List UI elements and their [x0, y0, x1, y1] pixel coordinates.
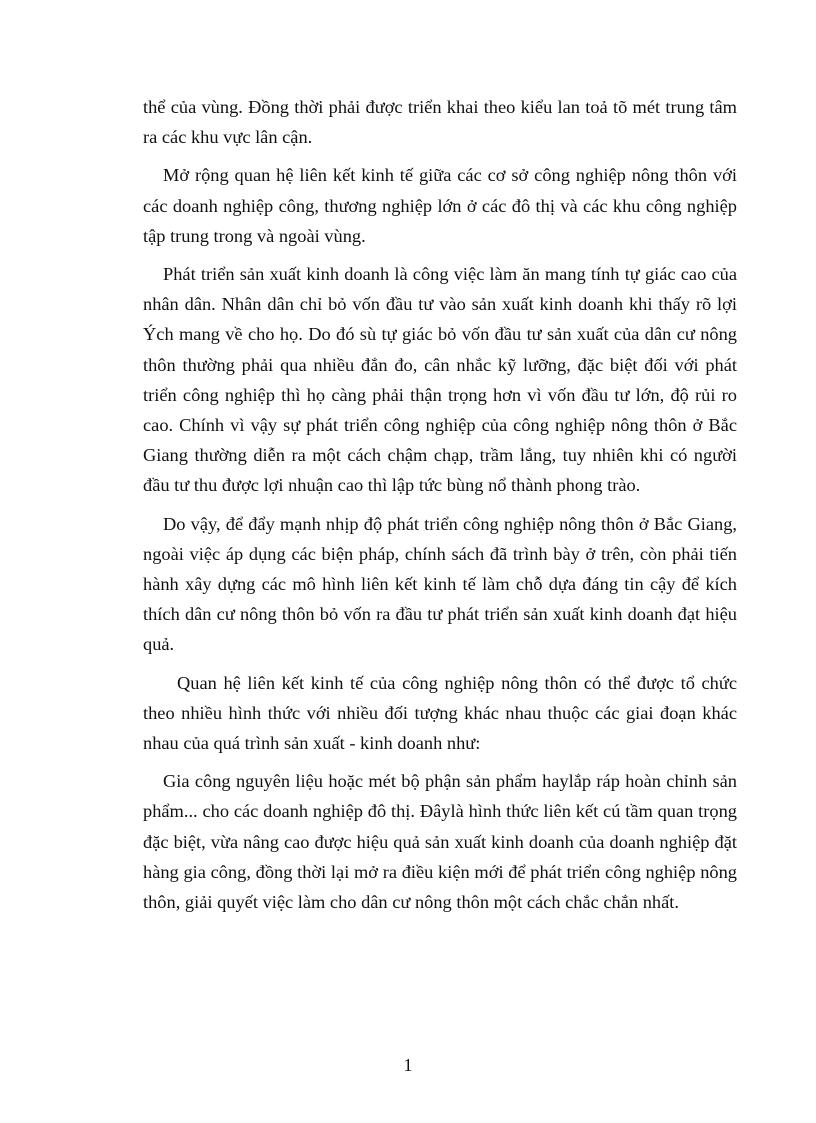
page-number: 1: [403, 1055, 413, 1075]
paragraph-6: Gia công nguyên liệu hoặc mét bộ phận sản phẩm haylắp ráp hoàn chỉnh sản phẩm... cho các doanh nghiệp đô thị. Đâylà hình thức liên kết cú tầm quan trọng đặc biệt, vừa nâng cao được hiệu quả sản xuất kinh doanh của doanh nghiệp đặt hàng gia công, đồng thời lại mở ra điều kiện mới để phát triển công nghiệp nông thôn, giải quyết việc làm cho dân cư nông thôn một cách chắc chắn nhất.: [143, 771, 737, 913]
document-body: [143, 92, 737, 917]
paragraph-5: Quan hệ liên kết kinh tế của công nghiệp nông thôn có thể được tổ chức theo nhiều hình thức với nhiều đối tượng khác nhau thuộc các giai đoạn khác nhau của quá trình sản xuất - kinh doanh như:: [143, 672, 737, 754]
paragraph-1: thể của vùng. Đồng thời phải được triển khai theo kiểu lan toả tõ mét trung tâm ra các khu vực lân cận.: [143, 97, 737, 148]
paragraph-4: Do vậy, để đẩy mạnh nhịp độ phát triển công nghiệp nông thôn ở Bắc Giang, ngoài việc áp dụng các biện pháp, chính sách đã trình bày ở trên, còn phải tiến hành xây dựng các mô hình liên kết kinh tế làm chỗ dựa đáng tin cậy để kích thích dân cư nông thôn bỏ vốn ra đầu tư phát triển sản xuất kinh doanh đạt hiệu quả.: [143, 513, 737, 655]
paragraph-3: Phát triển sản xuất kinh doanh là công việc làm ăn mang tính tự giác cao của nhân dân. Nhân dân chỉ bỏ vốn đầu tư vào sản xuất kinh doanh khi thấy rõ lợi Ých mang về cho họ. Do đó sù tự giác bỏ vốn đầu tư sản xuất của dân cư nông thôn thường phải qua nhiều đắn đo, cân nhắc kỹ lưỡng, đặc biệt đối với phát triển công nghiệp thì họ càng phải thận trọng hơn vì vốn đầu tư lớn, độ rủi ro cao. Chính vì vậy sự phát triển công nghiệp của công nghiệp nông thôn ở Bắc Giang thường diễn ra một cách chậm chạp, trầm lắng, tuy nhiên khi có người đầu tư thu được lợi nhuận cao thì lập tức bùng nổ thành phong trào.: [143, 264, 737, 496]
paragraph-2: Mở rộng quan hệ liên kết kinh tế giữa các cơ sở công nghiệp nông thôn với các doanh nghiệp công, thương nghiệp lớn ở các đô thị và các khu công nghiệp tập trung trong và ngoài vùng.: [143, 165, 737, 246]
